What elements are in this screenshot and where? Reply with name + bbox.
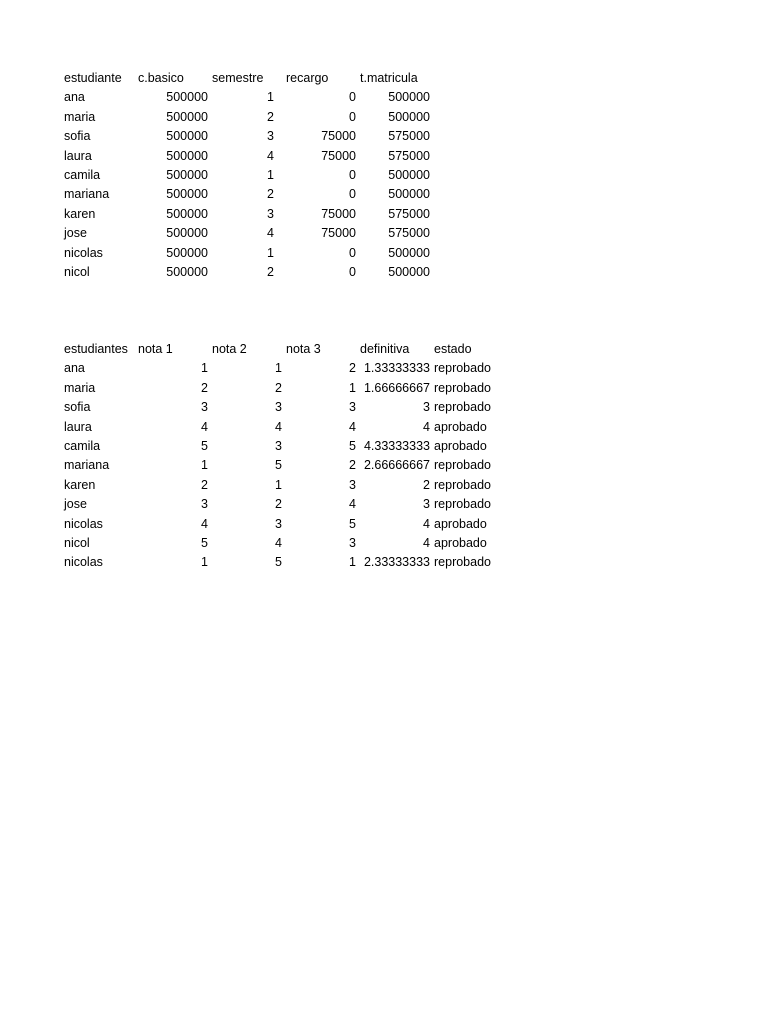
cell-definitiva[interactable]: 4	[423, 419, 430, 434]
cell-recargo[interactable]: 0	[349, 109, 356, 124]
notas-table-body	[62, 340, 506, 573]
cell-nota-3[interactable]: 1	[349, 380, 356, 395]
cell-recargo[interactable]: 0	[349, 265, 356, 280]
cell-nota-3[interactable]: 2	[349, 458, 356, 473]
cell-estado[interactable]: aprobado	[434, 419, 487, 434]
cell-definitiva[interactable]: 2.33333333	[363, 555, 430, 570]
table-row	[62, 515, 506, 534]
cell-c-basico[interactable]: 500000	[166, 148, 208, 163]
header-estudiantes[interactable]: estudiantes	[64, 342, 128, 356]
matricula-table-body	[62, 69, 432, 282]
table-row	[62, 263, 432, 282]
cell-recargo[interactable]: 0	[349, 187, 356, 202]
header-nota-3[interactable]: nota 3	[286, 342, 321, 356]
cell-estudiante[interactable]: nicolas	[64, 555, 103, 570]
cell-estudiante[interactable]: ana	[64, 361, 85, 376]
header-estudiante[interactable]: estudiante	[64, 71, 122, 85]
header-nota-2[interactable]: nota 2	[212, 342, 247, 356]
cell-estado[interactable]: aprobado	[434, 536, 487, 551]
table-row	[62, 224, 432, 243]
table-row	[62, 359, 506, 378]
cell-estudiante[interactable]: camila	[64, 439, 101, 454]
cell-nota-3[interactable]: 5	[349, 516, 356, 531]
cell-nota-1[interactable]: 2	[201, 380, 208, 395]
table-row	[62, 108, 432, 127]
cell-t-matricula[interactable]: 500000	[388, 109, 430, 124]
cell-estudiante[interactable]: nicolas	[64, 516, 103, 531]
cell-t-matricula[interactable]: 500000	[388, 90, 430, 105]
cell-t-matricula[interactable]: 500000	[388, 265, 430, 280]
cell-semestre[interactable]: 4	[267, 148, 274, 163]
cell-estado[interactable]: reprobado	[434, 380, 491, 395]
cell-nota-2[interactable]: 5	[275, 458, 282, 473]
table-row	[62, 398, 506, 417]
table-row	[62, 495, 506, 514]
table-row	[62, 553, 506, 572]
cell-nota-2[interactable]: 3	[275, 400, 282, 415]
cell-definitiva[interactable]: 4.33333333	[363, 439, 430, 454]
cell-recargo[interactable]: 0	[349, 90, 356, 105]
cell-estudiante[interactable]: maria	[64, 109, 96, 124]
cell-nota-1[interactable]: 4	[201, 516, 208, 531]
cell-recargo[interactable]: 0	[349, 245, 356, 260]
cell-estudiante[interactable]: camila	[64, 168, 101, 183]
header-c-basico[interactable]: c.basico	[138, 71, 184, 85]
cell-estudiante[interactable]: laura	[64, 419, 92, 434]
cell-nota-3[interactable]: 4	[349, 497, 356, 512]
cell-estudiante[interactable]: mariana	[64, 187, 110, 202]
cell-nota-3[interactable]: 3	[349, 536, 356, 551]
cell-c-basico[interactable]: 500000	[166, 265, 208, 280]
cell-estado[interactable]: reprobado	[434, 477, 491, 492]
cell-estudiante[interactable]: nicol	[64, 265, 90, 280]
table-row	[62, 88, 432, 107]
cell-estudiante[interactable]: sofia	[64, 400, 91, 415]
cell-recargo[interactable]: 75000	[321, 148, 356, 163]
cell-estudiante[interactable]: ana	[64, 90, 85, 105]
cell-nota-2[interactable]: 4	[275, 419, 282, 434]
notas-header-row	[62, 340, 506, 359]
cell-recargo[interactable]: 75000	[321, 129, 356, 144]
cell-nota-1[interactable]: 5	[201, 536, 208, 551]
cell-definitiva[interactable]: 2	[423, 477, 430, 492]
cell-estudiante[interactable]: nicolas	[64, 245, 103, 260]
cell-nota-3[interactable]: 5	[349, 439, 356, 454]
header-t-matricula[interactable]: t.matricula	[360, 71, 418, 85]
cell-estudiante[interactable]: jose	[64, 497, 87, 512]
cell-nota-2[interactable]: 5	[275, 555, 282, 570]
cell-nota-3[interactable]: 2	[349, 361, 356, 376]
cell-estudiante[interactable]: sofia	[64, 129, 91, 144]
cell-t-matricula[interactable]: 500000	[388, 168, 430, 183]
cell-recargo[interactable]: 75000	[321, 206, 356, 221]
header-estado[interactable]: estado	[434, 342, 472, 356]
cell-nota-3[interactable]: 1	[349, 555, 356, 570]
cell-c-basico[interactable]: 500000	[166, 187, 208, 202]
header-nota-1[interactable]: nota 1	[138, 342, 173, 356]
cell-estado[interactable]: aprobado	[434, 439, 487, 454]
table-row	[62, 127, 432, 146]
cell-nota-3[interactable]: 3	[349, 477, 356, 492]
cell-estado[interactable]: aprobado	[434, 516, 487, 531]
cell-definitiva[interactable]: 1.66666667	[363, 380, 430, 395]
cell-c-basico[interactable]: 500000	[166, 245, 208, 260]
cell-semestre[interactable]: 4	[267, 226, 274, 241]
cell-semestre[interactable]: 1	[267, 90, 274, 105]
cell-nota-1[interactable]: 3	[201, 400, 208, 415]
cell-recargo[interactable]: 75000	[321, 226, 356, 241]
cell-estudiante[interactable]: nicol	[64, 536, 90, 551]
cell-semestre[interactable]: 1	[267, 245, 274, 260]
cell-definitiva[interactable]: 3	[423, 400, 430, 415]
cell-nota-1[interactable]: 4	[201, 419, 208, 434]
cell-nota-1[interactable]: 1	[201, 361, 208, 376]
cell-nota-1[interactable]: 1	[201, 458, 208, 473]
cell-t-matricula[interactable]: 500000	[388, 187, 430, 202]
cell-estado[interactable]: reprobado	[434, 361, 491, 376]
cell-semestre[interactable]: 2	[267, 109, 274, 124]
cell-nota-2[interactable]: 3	[275, 439, 282, 454]
table-row	[62, 456, 506, 475]
notas-table	[62, 340, 506, 573]
cell-t-matricula[interactable]: 575000	[388, 148, 430, 163]
cell-nota-1[interactable]: 3	[201, 497, 208, 512]
cell-definitiva[interactable]: 3	[423, 497, 430, 512]
cell-nota-2[interactable]: 3	[275, 516, 282, 531]
cell-t-matricula[interactable]: 575000	[388, 226, 430, 241]
cell-semestre[interactable]: 3	[267, 129, 274, 144]
cell-c-basico[interactable]: 500000	[166, 129, 208, 144]
cell-c-basico[interactable]: 500000	[166, 226, 208, 241]
header-definitiva[interactable]: definitiva	[360, 342, 410, 356]
cell-semestre[interactable]: 3	[267, 206, 274, 221]
cell-t-matricula[interactable]: 575000	[388, 206, 430, 221]
cell-estudiante[interactable]: maria	[64, 380, 96, 395]
cell-estudiante[interactable]: jose	[64, 226, 87, 241]
cell-semestre[interactable]: 1	[267, 168, 274, 183]
cell-t-matricula[interactable]: 575000	[388, 129, 430, 144]
cell-estado[interactable]: reprobado	[434, 400, 491, 415]
table-row	[62, 147, 432, 166]
table-row	[62, 437, 506, 456]
table-row	[62, 205, 432, 224]
cell-semestre[interactable]: 2	[267, 187, 274, 202]
cell-semestre[interactable]: 2	[267, 265, 274, 280]
cell-c-basico[interactable]: 500000	[166, 168, 208, 183]
table-row	[62, 166, 432, 185]
table-row	[62, 185, 432, 204]
cell-estado[interactable]: reprobado	[434, 497, 491, 512]
cell-nota-1[interactable]: 5	[201, 439, 208, 454]
cell-nota-2[interactable]: 2	[275, 497, 282, 512]
cell-definitiva[interactable]: 1.33333333	[363, 361, 430, 376]
table-row	[62, 379, 506, 398]
table-row	[62, 244, 432, 263]
cell-estudiante[interactable]: mariana	[64, 458, 110, 473]
cell-estudiante[interactable]: laura	[64, 148, 92, 163]
cell-recargo[interactable]: 0	[349, 168, 356, 183]
header-recargo[interactable]: recargo	[286, 71, 329, 85]
cell-nota-1[interactable]: 1	[201, 555, 208, 570]
matricula-header-row	[62, 69, 432, 88]
table-row	[62, 534, 506, 553]
cell-nota-1[interactable]: 2	[201, 477, 208, 492]
cell-estado[interactable]: reprobado	[434, 555, 491, 570]
cell-estudiante[interactable]: karen	[64, 206, 96, 221]
cell-definitiva[interactable]: 2.66666667	[363, 458, 430, 473]
cell-nota-2[interactable]: 1	[275, 361, 282, 376]
cell-nota-2[interactable]: 4	[275, 536, 282, 551]
cell-definitiva[interactable]: 4	[423, 536, 430, 551]
cell-nota-2[interactable]: 2	[275, 380, 282, 395]
cell-c-basico[interactable]: 500000	[166, 109, 208, 124]
cell-estado[interactable]: reprobado	[434, 458, 491, 473]
cell-nota-2[interactable]: 1	[275, 477, 282, 492]
table-row	[62, 418, 506, 437]
cell-definitiva[interactable]: 4	[423, 516, 430, 531]
matricula-table	[62, 69, 432, 282]
table-row	[62, 476, 506, 495]
cell-c-basico[interactable]: 500000	[166, 90, 208, 105]
cell-estudiante[interactable]: karen	[64, 477, 96, 492]
cell-nota-3[interactable]: 4	[349, 419, 356, 434]
cell-c-basico[interactable]: 500000	[166, 206, 208, 221]
cell-t-matricula[interactable]: 500000	[388, 245, 430, 260]
cell-nota-3[interactable]: 3	[349, 400, 356, 415]
header-semestre[interactable]: semestre	[212, 71, 264, 85]
